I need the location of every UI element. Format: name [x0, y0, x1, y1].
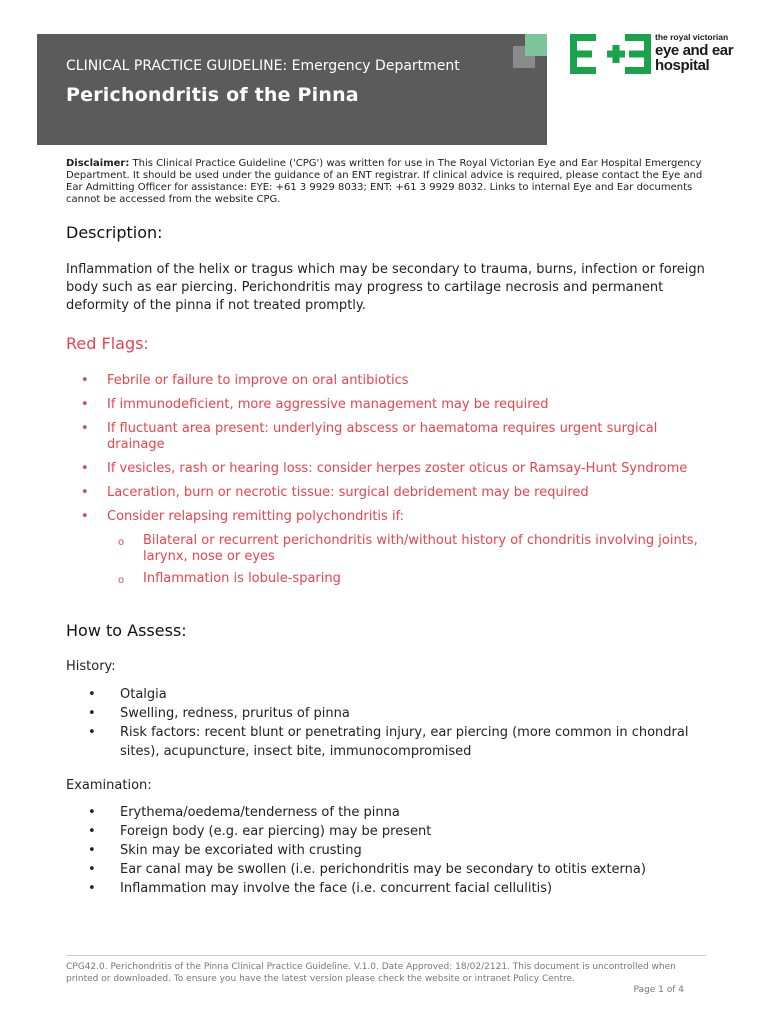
history-label: History: [66, 659, 116, 674]
list-item: • Skin may be excoriated with crusting [88, 843, 362, 858]
assess-heading: How to Assess: [66, 621, 187, 640]
list-item: • Otalgia [88, 687, 167, 702]
list-item: • Consider relapsing remitting polychondritis if: [81, 509, 405, 524]
hospital-logo-text [655, 33, 733, 73]
list-item: • Febrile or failure to improve on oral antibiotics [81, 373, 409, 388]
list-item: • If fluctuant area present: underlying abscess or haematoma requires urgent surgical drainage [81, 421, 658, 452]
decorative-square-accent [525, 34, 547, 56]
list-item: • Erythema/oedema/tenderness of the pinna [88, 805, 400, 820]
list-item: • Inflammation may involve the face (i.e. concurrent facial cellulitis) [88, 881, 553, 896]
description-heading: Description: [66, 223, 163, 242]
list-subitem: o Bilateral or recurrent perichondritis with/without history of chondritis involving joints, larynx, nose or eyes [118, 533, 698, 564]
logo-line-2: eye and ear [655, 41, 734, 59]
disclaimer-label: Disclaimer: [66, 158, 130, 169]
list-item: • Laceration, burn or necrotic tissue: surgical debridement may be required [81, 485, 589, 500]
list-item: • If immunodeficient, more aggressive management may be required [81, 397, 549, 412]
disclaimer-text: This Clinical Practice Guideline ('CPG') was written for use in The Royal Victorian Eye and Ear Hospital Emergency Department. It should be used under the guidance of an ENT registrar. If clinical advice is required, please contact the Eye and Ear Admitting Officer for assistance: EYE: +61 3 9929 8033; ENT: +61 3 9929 8032. Links to internal Eye and Ear documents cannot be accessed from the website CPG. [66, 158, 703, 205]
footer-text: CPG42.0. Perichondritis of the Pinna Clinical Practice Guideline. V.1.0. Date Approved: 18/02/2121. This document is uncontrolled when printed or downloaded. To ensure you have the latest version please check the website or intranet Policy Centre. [66, 962, 676, 984]
logo-line-3: hospital [655, 56, 710, 74]
logo-line-1: the royal victorian [655, 32, 729, 42]
list-item: • Ear canal may be swollen (i.e. perichondritis may be secondary to otitis externa) [88, 862, 646, 877]
red-flags-list [66, 373, 706, 593]
page-number: Page 1 of 4 [633, 985, 684, 995]
history-list [66, 685, 716, 761]
list-subitem: o Inflammation is lobule-sparing [118, 571, 341, 586]
page-title: Perichondritis of the Pinna [66, 84, 359, 106]
disclaimer [66, 158, 706, 206]
footer-divider [66, 955, 706, 956]
examination-list [66, 803, 716, 898]
list-item: • Risk factors: recent blunt or penetrating injury, ear piercing (more common in chondral sites), acupuncture, insect bite, immunocompromised [88, 725, 689, 759]
list-item: • Swelling, redness, pruritus of pinna [88, 706, 350, 721]
list-item: • If vesicles, rash or hearing loss: consider herpes zoster oticus or Ramsay-Hunt Syndrome [81, 461, 688, 476]
examination-label: Examination: [66, 778, 152, 793]
red-flags-heading: Red Flags: [66, 334, 149, 353]
description-text: Inflammation of the helix or tragus which may be secondary to trauma, burns, infection or foreign body such as ear piercing. Perichondritis may progress to cartilage necrosis and permanent deformity of the pinna if not treated promptly. [66, 262, 705, 313]
list-item: • Foreign body (e.g. ear piercing) may be present [88, 824, 432, 839]
document-subtitle: CLINICAL PRACTICE GUIDELINE: Emergency Department [66, 58, 460, 74]
